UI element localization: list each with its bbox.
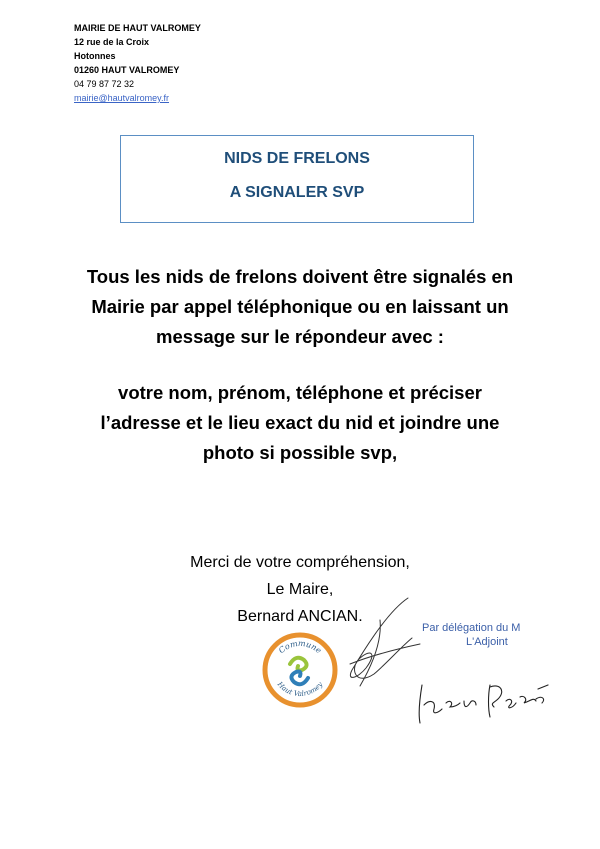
street-address: 12 rue de la Croix xyxy=(74,37,150,47)
commune-logo xyxy=(262,632,338,708)
locality: Hotonnes xyxy=(74,51,116,61)
phone-number: 04 79 87 72 32 xyxy=(74,79,135,89)
paragraph-2-line-3: photo si possible svp, xyxy=(202,442,398,463)
paragraph-1-line-1: Tous les nids de frelons doivent être signalés en xyxy=(86,266,514,287)
postcode-city: 01260 HAUT VALROMEY xyxy=(74,65,180,75)
instruction-paragraph-2 xyxy=(40,378,560,468)
delegation-line-1: Par délégation du M xyxy=(422,622,521,634)
title-line-2: A SIGNALER SVP xyxy=(229,184,365,201)
title-line-1: NIDS DE FRELONS xyxy=(224,150,370,167)
letterhead xyxy=(74,21,201,105)
title-box xyxy=(120,135,474,223)
logo-text-top: Commune xyxy=(276,638,324,656)
paragraph-2-line-2: l’adresse et le lieu exact du nid et joindre une xyxy=(100,412,500,433)
closing-thanks: Merci de votre compréhension, xyxy=(190,554,410,571)
instruction-paragraph-1 xyxy=(40,262,560,352)
deputy-signature xyxy=(410,675,560,735)
mayor-name: Bernard ANCIAN. xyxy=(237,608,363,625)
paragraph-1-line-2: Mairie par appel téléphonique ou en laissant un xyxy=(91,296,509,317)
paragraph-2-line-1: votre nom, prénom, téléphone et préciser xyxy=(118,382,482,403)
delegation-line-2: L'Adjoint xyxy=(466,636,508,648)
paragraph-1-line-3: message sur le répondeur avec : xyxy=(156,326,444,347)
closing-role: Le Maire, xyxy=(266,581,334,598)
org-name: MAIRIE DE HAUT VALROMEY xyxy=(74,23,201,33)
logo-text-bottom: Haut Valromey xyxy=(275,680,325,699)
email-link[interactable]: mairie@hautvalromey.fr xyxy=(74,93,169,103)
